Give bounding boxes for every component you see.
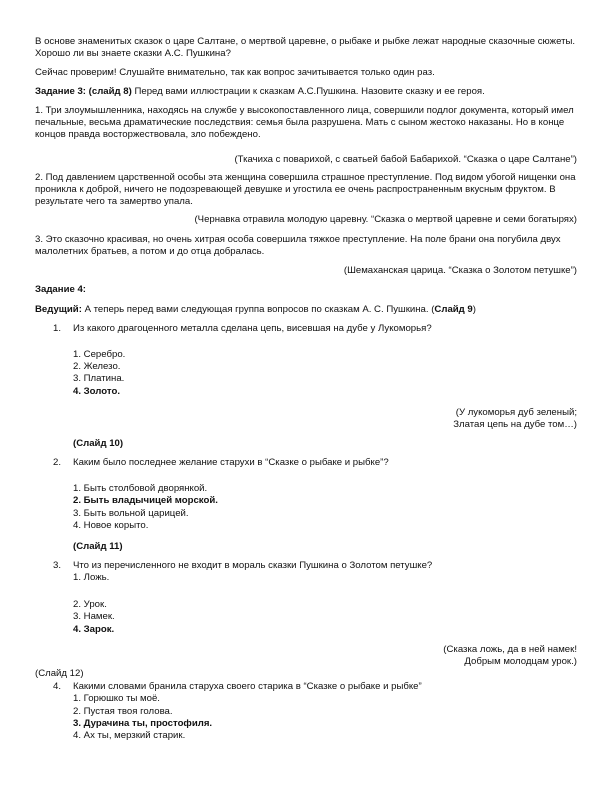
question-number: 2. (53, 457, 62, 468)
slide-label: (Слайд 10) (73, 438, 124, 449)
host-label: Ведущий: (35, 304, 82, 315)
host-slide: Слайд 9 (434, 304, 473, 315)
answer-option: 2. Железо. (73, 361, 121, 372)
task3-heading (35, 86, 577, 98)
question-text: Что из перечисленного не входит в мораль сказки Пушкина о Золотом петушке? (73, 560, 433, 571)
answer-quote-line: Златая цепь на дубе том…) (453, 419, 577, 430)
host-text: А теперь перед вами следующая группа вопросов по сказкам А. С. Пушкина. ( (81, 304, 435, 315)
answer-option: 2. Пустая твоя голова. (73, 706, 173, 717)
answer-quote-line: (Сказка ложь, да в ней намек! (443, 644, 577, 655)
answer-option: 1. Быть столбовой дворянкой. (73, 483, 208, 494)
intro-paragraph: В основе знаменитых сказок о царе Салтане, о мертвой царевне, о рыбаке и рыбке лежат народные сказочные сюжеты. Хорошо ли вы знаете сказки А.С. Пушкина? (35, 36, 576, 60)
intro-paragraph-2: Сейчас проверим! Слушайте внимательно, так как вопрос зачитывается только один раз. (35, 67, 435, 78)
answer-option: 3. Платина. (73, 373, 125, 384)
answer-option: 3. Намек. (73, 611, 115, 622)
answer-option: 4. Новое корыто. (73, 520, 149, 531)
question-text: Из какого драгоценного металла сделана цепь, висевшая на дубе у Лукоморья? (73, 323, 432, 334)
task3-item-1: 1. Три злоумышленника, находясь на службе у высокопоставленного лица, совершили подлог документа, который имел печальные, весьма драматические последствия: семья была разрушена. Мать с сыном жестоко наказаны. Но в конце концов правда восторжествовала, зло побеждено. (35, 105, 574, 141)
question-number: 4. (53, 681, 62, 692)
answer-option: 2. Урок. (73, 599, 107, 610)
slide-label: (Слайд 11) (73, 541, 123, 552)
answer-option-correct: 4. Золото. (73, 386, 120, 397)
question-number: 1. (53, 323, 62, 334)
answer-option-correct: 4. Зарок. (73, 624, 115, 635)
answer-option-correct: 3. Дурачина ты, простофиля. (73, 718, 213, 729)
answer-option: 1. Серебро. (73, 349, 126, 360)
question-number: 3. (53, 560, 62, 571)
task3-answer-2: (Чернавка отравила молодую царевну. “Сказка о мертвой царевне и семи богатырях) (194, 214, 577, 225)
task4-host-line (35, 304, 577, 316)
answer-option: 1. Горюшко ты моё. (73, 693, 160, 704)
task3-item-2: 2. Под давлением царственной особы эта женщина совершила страшное преступление. Под видом убогой нищенки она проникла к доброй, ничего не подозревающей девушке и угостила ее очень распространенным вкусным фруктом. В результате чего та замертво упала. (35, 172, 576, 208)
question-text: Какими словами бранила старуха своего старика в “Сказке о рыбаке и рыбке” (73, 681, 422, 692)
task3-title: Задание 3: (слайд 8) (35, 86, 132, 97)
answer-quote-line: Добрым молодцам урок.) (464, 656, 577, 667)
task3-description: Перед вами иллюстрации к сказкам А.С.Пушкина. Назовите сказку и ее героя. (131, 86, 485, 97)
answer-option-correct: 2. Быть владычицей морской. (73, 495, 218, 506)
task3-item-3: 3. Это сказочно красивая, но очень хитрая особа совершила тяжкое преступление. На поле брани она погубила двух малолетних братьев, а потом и до отца добралась. (35, 234, 561, 258)
task3-answer-3: (Шемаханская царица. “Сказка о Золотом петушке”) (343, 265, 577, 276)
answer-option: 4. Ах ты, мерзкий старик. (73, 730, 186, 741)
slide-label: (Слайд 12) (35, 668, 84, 679)
question-text: Каким было последнее желание старухи в “Сказке о рыбаке и рыбке”? (73, 457, 389, 468)
answer-option: 3. Быть вольной царицей. (73, 508, 189, 519)
task3-answer-1: (Ткачиха с поварихой, с сватьей бабой Бабарихой. “Сказка о царе Салтане”) (234, 154, 577, 165)
host-close: ) (472, 304, 476, 315)
answer-option: 1. Ложь. (73, 572, 110, 583)
task4-title: Задание 4: (35, 284, 86, 295)
answer-quote-line: (У лукоморья дуб зеленый; (455, 407, 577, 418)
